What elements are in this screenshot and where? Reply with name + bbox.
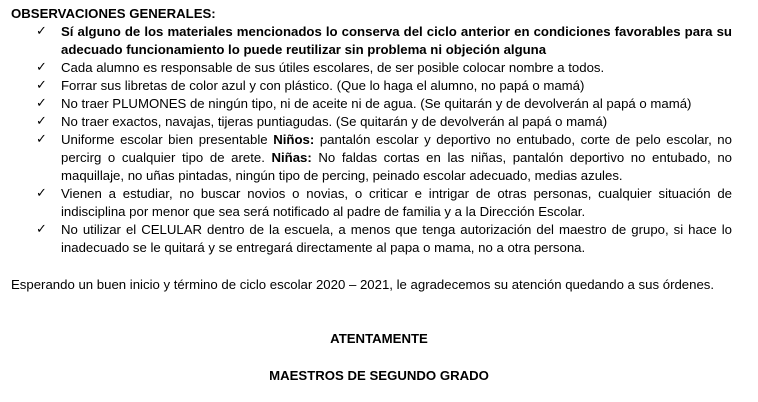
checkmark-icon: ✓ [36, 60, 47, 75]
uniform-intro: Uniforme escolar bien presentable [61, 132, 274, 147]
girls-label: Niñas: [271, 150, 312, 165]
list-item [36, 23, 732, 59]
girls-rules: No faldas cortas en las niñas, pantalón deportivo no entubado, no maquillaje, no uñas pintadas, ningún tipo de percing, peinado escolar adecuado, medias azules. [61, 150, 732, 183]
list-item-text: No utilizar el CELULAR dentro de la escuela, a menos que tenga autorización del maestro de grupo, si hace lo inadecuado se le quitará y se entregará directamente al papa o mama, no a otra persona. [61, 222, 732, 255]
list-item-text: Sí alguno de los materiales mencionados lo conserva del ciclo anterior en condiciones favorables para su adecuado funcionamiento lo puede reutilizar sin problema ni objeción alguna [61, 24, 732, 57]
list-item [36, 77, 732, 95]
signature: MAESTROS DE SEGUNDO GRADO [269, 368, 489, 383]
list-item-text [61, 132, 732, 183]
signoff: ATENTAMENTE [330, 331, 428, 346]
checkmark-icon: ✓ [36, 24, 47, 39]
list-item-text: Cada alumno es responsable de sus útiles escolares, de ser posible colocar nombre a todos. [61, 60, 605, 75]
list-item [36, 95, 732, 113]
list-item-uniform [36, 131, 732, 185]
boys-label: Niños: [273, 132, 315, 147]
list-item-text: No traer PLUMONES de ningún tipo, ni de aceite ni de agua. (Se quitarán y de devolverán al papá o mamá) [61, 96, 692, 111]
list-item [36, 113, 732, 131]
checkmark-icon: ✓ [36, 132, 47, 147]
checkmark-icon: ✓ [36, 186, 47, 201]
boys-rules: pantalón escolar y deportivo no entubado, corte de pelo escolar, no percirg o cualquier tipo de arete. [61, 132, 732, 165]
checkmark-icon: ✓ [36, 96, 47, 111]
observations-list [36, 23, 732, 257]
list-item-text: Vienen a estudiar, no buscar novios o novias, o criticar e intrigar de otras personas, cualquier situación de indisciplina por menor que sea será notificado al padre de familia y a la Dirección Escolar. [61, 186, 732, 219]
list-item [36, 185, 732, 221]
list-item-text: No traer exactos, navajas, tijeras puntiagudas. (Se quitarán y de devolverán al papá o mamá) [61, 114, 608, 129]
section-heading: OBSERVACIONES GENERALES: [11, 6, 216, 21]
list-item [36, 221, 732, 257]
checkmark-icon: ✓ [36, 78, 47, 93]
closing-paragraph: Esperando un buen inicio y término de ciclo escolar 2020 – 2021, le agradecemos su atención quedando a sus órdenes. [11, 277, 715, 292]
checkmark-icon: ✓ [36, 222, 47, 237]
list-item-text: Forrar sus libretas de color azul y con plástico. (Que lo haga el alumno, no papá o mamá) [61, 78, 585, 93]
checkmark-icon: ✓ [36, 114, 47, 129]
list-item [36, 59, 732, 77]
